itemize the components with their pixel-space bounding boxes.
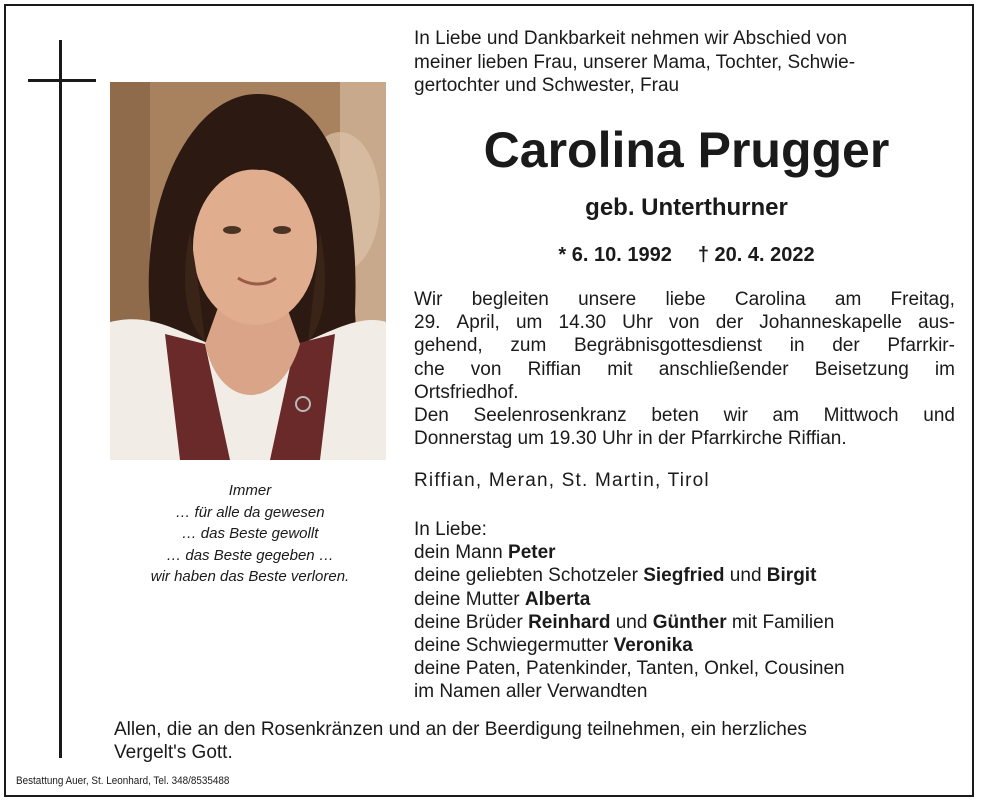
poem-line: Immer — [228, 482, 272, 499]
funeral-details — [414, 288, 955, 450]
intro-line: gertochter und Schwester, Frau — [414, 75, 680, 96]
family-line: deine Paten, Patenkinder, Tanten, Onkel, Cousinen — [414, 658, 845, 680]
death-date: † 20. 4. 2022 — [697, 244, 815, 266]
family-line: deine Mutter Alberta — [414, 588, 591, 610]
deceased-name: Carolina Prugger — [483, 122, 890, 178]
thanks-line: Vergelt's Gott. — [114, 742, 233, 763]
details-line: Wir begleiten unsere liebe Carolina am Freitag, — [414, 289, 955, 310]
thanks-text — [114, 718, 955, 764]
poem-line: … für alle da gewesen — [175, 503, 325, 521]
place-line: Riffian, Meran, St. Martin, Tirol — [414, 470, 710, 491]
family-line: deine geliebten Schotzeler Siegfried und Birgit — [414, 565, 817, 587]
birth-date: * 6. 10. 1992 — [558, 244, 672, 266]
memorial-poem — [105, 480, 395, 588]
details-line: Ortsfriedhof. — [414, 381, 519, 403]
life-dates — [414, 241, 959, 269]
family-line: dein Mann Peter — [414, 542, 556, 564]
details-line: gehend, zum Begräbnisgottesdienst in der Pfarrkir- — [414, 335, 955, 357]
portrait-photo — [110, 82, 386, 460]
intro-line: In Liebe und Dankbarkeit nehmen wir Abschied von — [414, 28, 848, 49]
poem-line: … das Beste gewollt — [181, 525, 319, 542]
family-heading: In Liebe: — [414, 519, 487, 540]
details-line: che von Riffian mit anschließender Beisetzung im — [414, 358, 955, 380]
family-line: deine Schwiegermutter Veronika — [414, 635, 693, 657]
family-line: im Namen aller Verwandten — [414, 681, 648, 703]
funeral-home-credit: Bestattung Auer, St. Leonhard, Tel. 348/8535488 — [16, 775, 230, 787]
poem-line: wir haben das Beste verloren. — [150, 568, 350, 585]
details-line: 29. April, um 14.30 Uhr von der Johanneskapelle aus- — [414, 312, 955, 334]
cross-icon-vertical — [59, 40, 62, 758]
family-line: deine Brüder Reinhard und Günther mit Familien — [414, 611, 835, 633]
details-line: Donnerstag um 19.30 Uhr in der Pfarrkirche Riffian. — [414, 428, 847, 450]
poem-line: … das Beste gegeben … — [166, 546, 334, 564]
details-line: Den Seelenrosenkranz beten wir am Mittwoch und — [414, 405, 955, 427]
intro-text — [414, 27, 959, 98]
intro-line: meiner lieben Frau, unserer Mama, Tochter, Schwie- — [414, 51, 856, 73]
cross-icon-horizontal — [28, 79, 96, 82]
family-list — [414, 518, 959, 704]
thanks-line: Allen, die an den Rosenkränzen und an der Beerdigung teilnehmen, ein herzliches — [114, 719, 807, 740]
maiden-name: geb. Unterthurner — [585, 194, 788, 221]
